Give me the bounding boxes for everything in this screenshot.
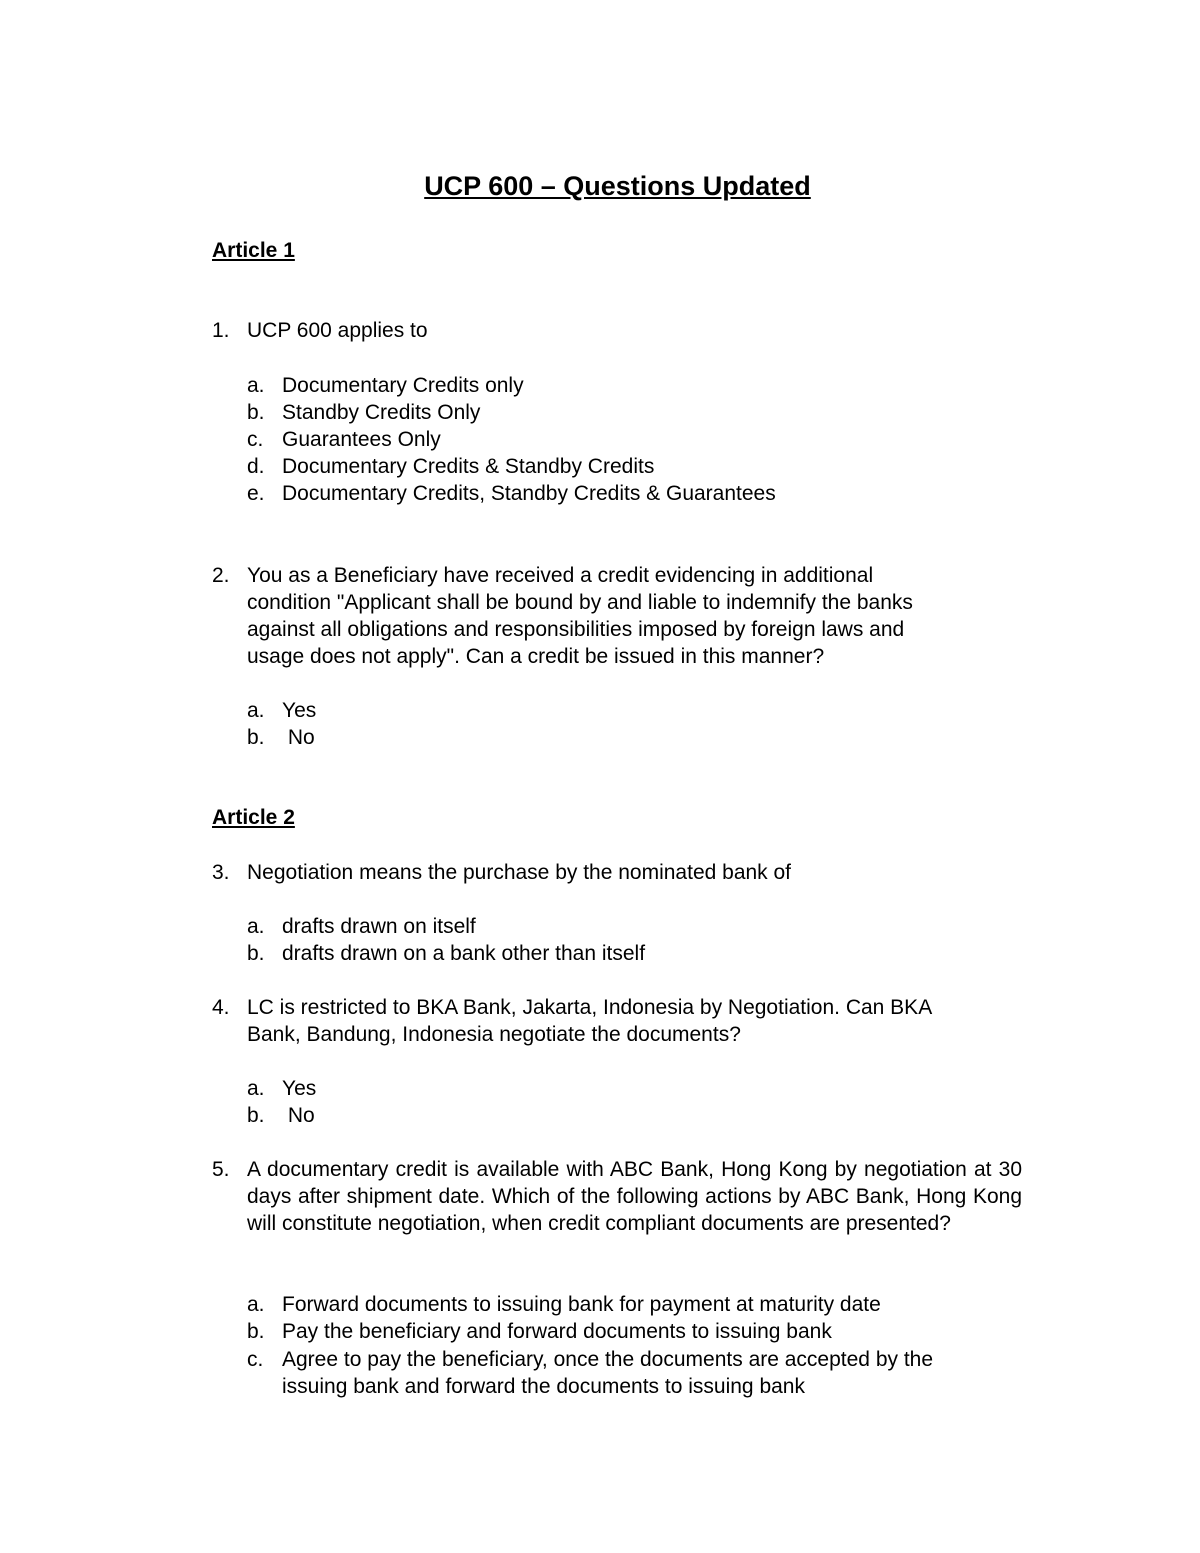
option-letter: b.: [247, 1320, 265, 1343]
option-text: Documentary Credits only: [282, 374, 524, 397]
option-letter: b.: [247, 1104, 265, 1127]
question-number: 2.: [212, 564, 230, 587]
document-title: UCP 600 – Questions Updated: [424, 171, 811, 201]
option-letter: a.: [247, 1077, 265, 1100]
option-letter: a.: [247, 1293, 265, 1316]
question-text: A documentary credit is available with ABC Bank, Hong Kong by negotiation at 30 days after shipment date. Which of the following actions by ABC Bank, Hong Kong will constitute negotiation, when credit compliant documents are presented?: [247, 1158, 1022, 1235]
question-text: UCP 600 applies to: [247, 319, 428, 342]
option-text: No: [282, 1104, 315, 1127]
question-number: 4.: [212, 996, 230, 1019]
question-text-line: usage does not apply". Can a credit be issued in this manner?: [247, 645, 825, 668]
question-number: 1.: [212, 319, 230, 342]
option-text: Guarantees Only: [282, 428, 441, 451]
option-text: Yes: [282, 1077, 317, 1100]
option-letter: c.: [247, 1348, 264, 1371]
question-number: 5.: [212, 1158, 230, 1181]
option-letter: a.: [247, 374, 265, 397]
option-text: No: [282, 726, 315, 749]
option-letter: a.: [247, 699, 265, 722]
option-letter: b.: [247, 942, 265, 965]
option-text-continuation: issuing bank and forward the documents to issuing bank: [282, 1375, 805, 1398]
option-letter: b.: [247, 726, 265, 749]
question-text-line: against all obligations and responsibilities imposed by foreign laws and: [247, 618, 905, 641]
option-text: drafts drawn on a bank other than itself: [282, 942, 646, 965]
option-text: Forward documents to issuing bank for payment at maturity date: [282, 1293, 881, 1316]
question-text: Negotiation means the purchase by the nominated bank of: [247, 861, 792, 884]
section-heading-article-2: Article 2: [212, 806, 295, 829]
option-text: Yes: [282, 699, 317, 722]
option-text: Documentary Credits, Standby Credits & Guarantees: [282, 482, 776, 505]
option-letter: b.: [247, 401, 265, 424]
option-text: drafts drawn on itself: [282, 915, 476, 938]
option-text: Standby Credits Only: [282, 401, 481, 424]
question-text-line: condition "Applicant shall be bound by and liable to indemnify the banks: [247, 591, 913, 614]
option-letter: c.: [247, 428, 264, 451]
question-number: 3.: [212, 861, 230, 884]
option-letter: a.: [247, 915, 265, 938]
option-letter: d.: [247, 455, 265, 478]
option-text: Agree to pay the beneficiary, once the documents are accepted by the: [282, 1348, 934, 1371]
option-letter: e.: [247, 482, 265, 505]
question-text-line: LC is restricted to BKA Bank, Jakarta, Indonesia by Negotiation. Can BKA: [247, 996, 933, 1019]
option-text: Documentary Credits & Standby Credits: [282, 455, 655, 478]
question-text-line: You as a Beneficiary have received a credit evidencing in additional: [247, 564, 874, 587]
option-text: Pay the beneficiary and forward documents to issuing bank: [282, 1320, 832, 1343]
section-heading-article-1: Article 1: [212, 239, 295, 262]
question-text-line: Bank, Bandung, Indonesia negotiate the documents?: [247, 1023, 741, 1046]
